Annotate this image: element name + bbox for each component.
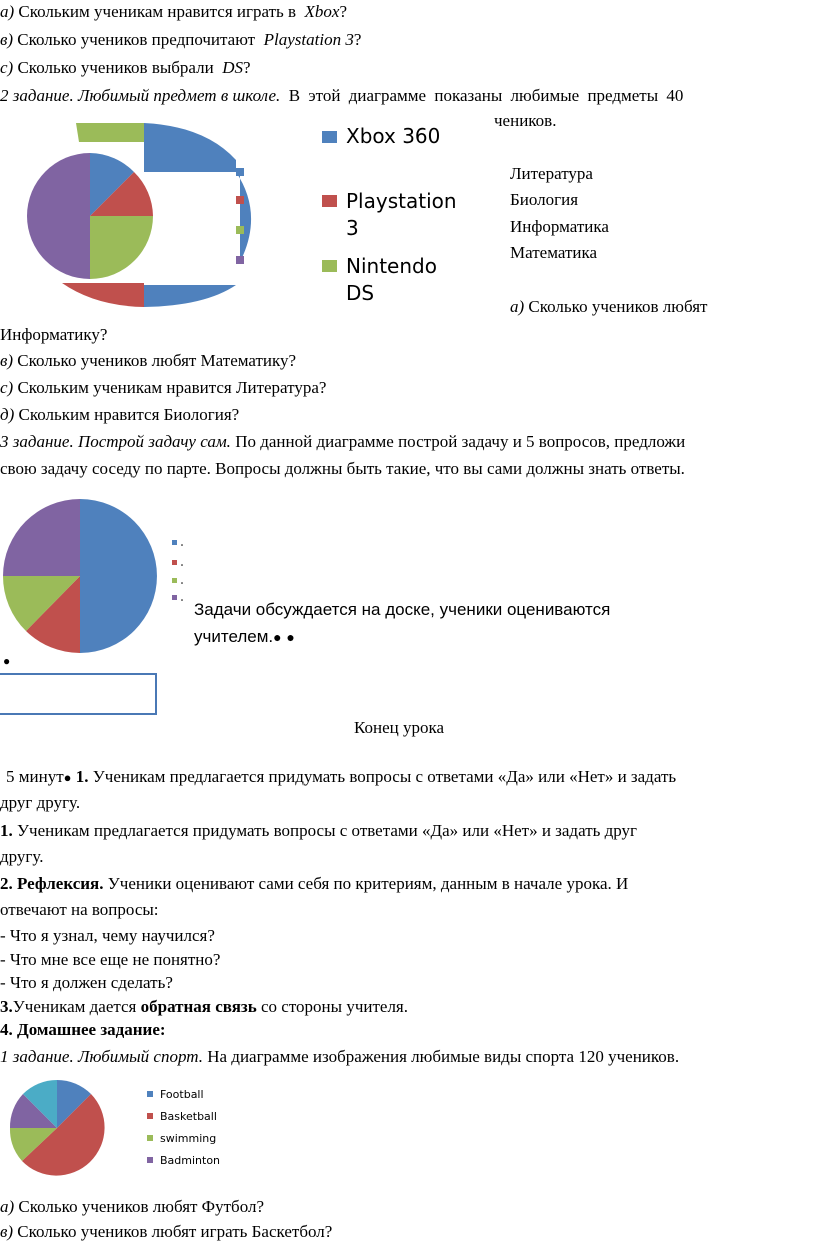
task3-heading: 3 задание. Построй задачу сам. По данной диаграмме построй задачу и 5 вопросов, предложи [0,432,686,451]
legend-marker-blue [236,168,244,176]
subject-math: Математика [510,243,598,262]
legend-swimming: swimming [160,1132,217,1145]
task2-question-c: с) Скольким ученикам нравится Литература? [0,378,327,397]
subject-biology: Биология [510,190,579,209]
question-b-playstation: в) Сколько учеников предпочитают Playstation 3? [0,30,362,49]
step1-cont: друг другу. [0,793,81,812]
legend-xbox-360: Xbox 360 [346,124,441,148]
pie-slice-green-inner [90,216,153,279]
question-c-ds: с) Сколько учеников выбрали DS? [0,58,251,77]
step1b-cont: другу. [0,847,44,866]
bullet-icon: ● [63,770,72,785]
subject-informatics: Информатика [510,217,609,236]
pie-slice-blue [80,499,157,653]
legend-marker-red [236,196,244,204]
discussion-line2: учителем.● ● [194,627,295,646]
legend-playstation-3: Playstation 3 [346,189,457,240]
bullet-icon: ● [3,654,11,668]
step1b-line: 1. Ученикам предлагается придумать вопросы с ответами «Да» или «Нет» и задать друг [0,821,638,840]
hw-task1-heading: 1 задание. Любимый спорт. На диаграмме изображения любимые виды спорта 120 учеников. [0,1047,680,1066]
step2-cont: отвечают на вопросы: [0,900,159,919]
hw-question-a: а) Сколько учеников любят Футбол? [0,1197,265,1216]
legend-marker-blue [172,540,177,545]
legend-swatch-xbox [322,131,337,143]
legend-marker-purple [236,256,244,264]
pie-slice-purple [27,153,90,279]
reflection-q1: - Что я узнал, чему научился? [0,926,215,945]
subject-literature: Литература [510,164,593,183]
question-a-xbox: а) Скольким ученикам нравится играть в Xbox? [0,2,348,21]
pie-slice-purple [3,499,80,576]
task3-pie-chart [0,496,190,646]
step1-line: 5 минут● 1. Ученикам предлагается придумать вопросы с ответами «Да» или «Нет» и задать [6,767,677,786]
legend-basketball: Basketball [160,1110,217,1123]
step4-homework: 4. Домашнее задание: [0,1020,166,1039]
legend-marker-red [172,560,177,565]
discussion-line1: Задачи обсуждается на доске, ученики оцениваются [194,600,611,619]
pie-slice-blue-right [236,172,251,262]
task2-heading: 2 задание. Любимый предмет в школе. В этой диаграмме показаны любимые предметы 40 [0,86,684,105]
bullet-icon: ● [273,629,282,645]
legend-marker-green [172,578,177,583]
legend-football: Football [160,1088,204,1101]
pie-slice-blue-top [144,123,236,172]
legend-marker-green [236,226,244,234]
legend-marker-purple [172,595,177,600]
legend-swatch-badminton [147,1157,153,1163]
hw-question-b: в) Сколько учеников любят играть Баскетбол? [0,1222,333,1241]
step3-line: 3.Ученикам дается обратная связь со стороны учителя. [0,997,409,1016]
legend-swatch-playstation [322,195,337,207]
legend-swatch-basketball [147,1113,153,1119]
reflection-q3: - Что я должен сделать? [0,973,173,992]
pie-slice-green-top [76,123,144,142]
task2-question-a: а) Сколько учеников любят [510,297,708,316]
task2-question-a-cont: Информатику? [0,325,108,344]
legend-badminton: Badminton [160,1154,221,1167]
task2-continuation: чеников. [494,111,557,130]
empty-frame [0,673,157,715]
legend-nintendo-ds: Nintendo DS [346,254,437,305]
pie-slice-red-bottom [62,283,144,307]
sports-pie-chart [5,1078,115,1188]
console-pie-chart [0,118,300,318]
legend-swatch-nintendo [322,260,337,272]
legend-swatch-swimming [147,1135,153,1141]
task2-question-d: д) Скольким нравится Биология? [0,405,240,424]
pie-slice-blue-bottom [144,285,236,307]
reflection-q2: - Что мне все еще не понятно? [0,950,221,969]
task3-line2: свою задачу соседу по парте. Вопросы должны быть такие, что вы сами должны знать ответы. [0,459,685,478]
step2-line: 2. Рефлексия. Ученики оценивают сами себя по критериям, данным в начале урока. И [0,874,629,893]
bullet-icon: ● [286,629,295,645]
lesson-end-heading: Конец урока [354,718,445,737]
task2-question-b: в) Сколько учеников любят Математику? [0,351,297,370]
legend-swatch-football [147,1091,153,1097]
